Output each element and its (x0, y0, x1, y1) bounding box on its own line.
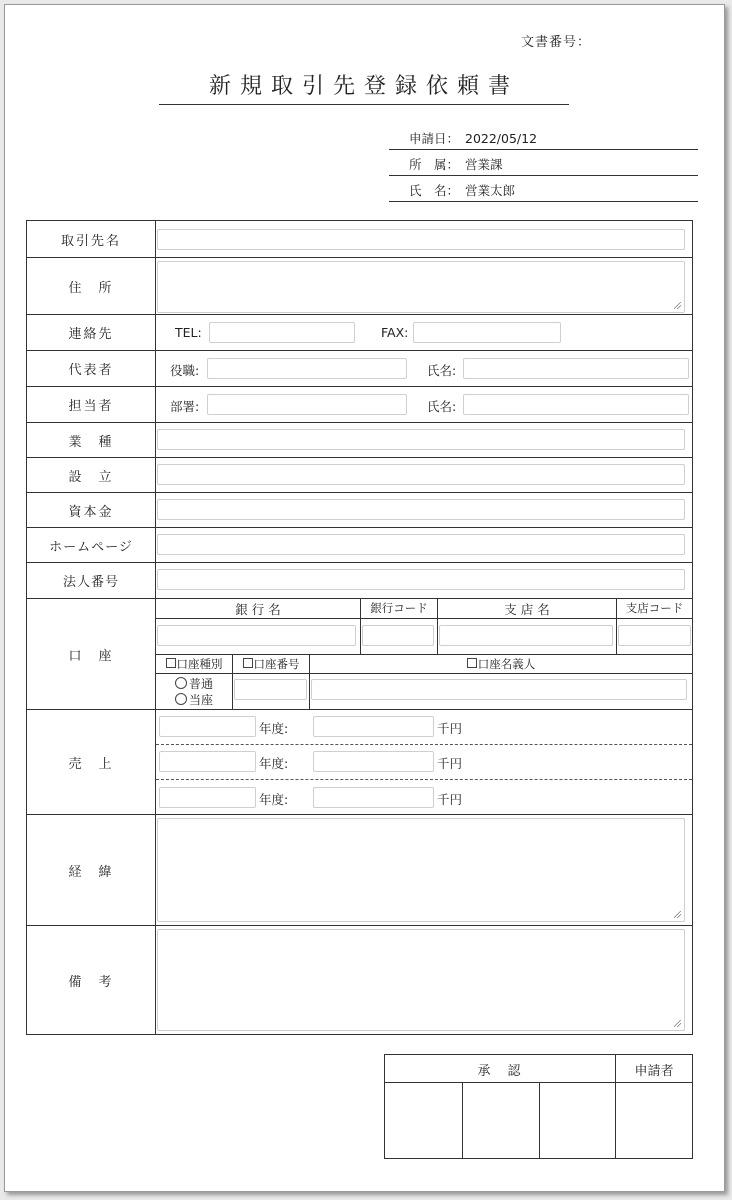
radio-circle-icon (175, 677, 187, 689)
applicant-header: 申請者 (634, 1064, 674, 1079)
row-corporate-number (27, 563, 692, 599)
thousand-yen-label-1: 千円 (437, 721, 463, 736)
thousand-yen-label-2: 千円 (437, 756, 463, 771)
remarks-textarea[interactable] (157, 929, 685, 1031)
row-person-in-charge (27, 387, 692, 423)
client-name-label: 取引先名 (27, 221, 156, 257)
pic-name-label: 氏名: (427, 399, 457, 414)
row-address (27, 258, 692, 315)
sales-year-2-input[interactable] (159, 751, 256, 772)
account-number-text: 口座番号 (253, 657, 300, 671)
industry-input[interactable] (157, 429, 685, 450)
fax-label: FAX: (381, 325, 409, 340)
person-in-charge-label: 担当者 (27, 387, 156, 422)
account-number-header (233, 656, 309, 672)
capital-label: 資本金 (27, 493, 156, 527)
date-label: 申請日： (409, 131, 460, 146)
bank-name-header: 銀 行 名 (235, 602, 281, 617)
row-client-name (27, 221, 692, 258)
bank-code-header: 銀行コード (370, 601, 428, 615)
approval-box (384, 1054, 693, 1159)
row-bank-account (27, 599, 692, 710)
rep-title-label: 役職: (170, 363, 200, 378)
tel-input[interactable] (209, 322, 355, 343)
row-capital (27, 493, 692, 528)
radio-ordinary[interactable] (175, 675, 213, 692)
row-established (27, 458, 692, 493)
checkbox-icon (243, 658, 253, 668)
page-title: 新規取引先登録依頼書 (159, 69, 569, 105)
fiscal-year-label-1: 年度: (259, 721, 289, 736)
dept-label: 所 属： (409, 157, 460, 172)
bank-account-label: 口 座 (27, 599, 156, 709)
ordinary-text: 普通 (189, 677, 214, 691)
date-value: 2022/05/12 (465, 131, 538, 146)
sales-label: 売 上 (27, 710, 156, 814)
bank-name-input[interactable] (157, 625, 356, 646)
branch-code-header: 支店コード (625, 601, 684, 615)
registration-form (26, 220, 693, 1035)
capital-input[interactable] (157, 499, 685, 520)
sales-year-3-input[interactable] (159, 787, 256, 808)
account-holder-header (310, 656, 692, 672)
row-contact (27, 315, 692, 351)
established-label: 設 立 (27, 458, 156, 492)
homepage-input[interactable] (157, 534, 685, 555)
rep-title-input[interactable] (207, 358, 407, 379)
corporate-number-label: 法人番号 (27, 563, 156, 598)
row-remarks (27, 926, 692, 1034)
row-representative (27, 351, 692, 387)
established-input[interactable] (157, 464, 685, 485)
account-holder-text: 口座名義人 (477, 657, 536, 671)
application-date (389, 129, 698, 150)
branch-name-input[interactable] (439, 625, 613, 646)
sales-year-1-input[interactable] (159, 716, 256, 737)
row-industry (27, 423, 692, 458)
approval-stamp-cell-2[interactable] (463, 1083, 539, 1158)
approval-stamp-cell-1[interactable] (385, 1083, 461, 1158)
fiscal-year-label-2: 年度: (259, 756, 289, 771)
sales-amount-1-input[interactable] (313, 716, 434, 737)
account-number-input[interactable] (234, 679, 307, 700)
rep-name-input[interactable] (463, 358, 689, 379)
current-text: 当座 (189, 693, 214, 707)
background-textarea[interactable] (157, 818, 685, 922)
tel-label: TEL: (175, 325, 202, 340)
background-label: 経 緯 (27, 815, 156, 925)
sales-amount-2-input[interactable] (313, 751, 434, 772)
address-textarea[interactable] (157, 261, 685, 313)
fax-input[interactable] (413, 322, 561, 343)
thousand-yen-label-3: 千円 (437, 792, 463, 807)
representative-label: 代表者 (27, 351, 156, 386)
bank-code-input[interactable] (362, 625, 434, 646)
row-background (27, 815, 692, 926)
account-type-header (156, 656, 232, 672)
row-homepage (27, 528, 692, 563)
sales-amount-3-input[interactable] (313, 787, 434, 808)
homepage-label: ホームページ (27, 528, 156, 562)
approval-header: 承 認 (477, 1064, 523, 1079)
branch-name-header: 支 店 名 (504, 602, 550, 617)
radio-circle-icon (175, 693, 187, 705)
name-value: 営業太郎 (465, 183, 516, 198)
remarks-label: 備 考 (27, 926, 156, 1034)
row-sales (27, 710, 692, 815)
checkbox-icon (467, 658, 477, 668)
name-label: 氏 名： (409, 183, 460, 198)
radio-current[interactable] (175, 691, 213, 708)
dept-value: 営業課 (465, 157, 503, 172)
branch-code-input[interactable] (618, 625, 691, 646)
department-label: 部署: (170, 399, 200, 414)
doc-number-label: 文書番号： (521, 35, 592, 50)
client-name-input[interactable] (157, 229, 685, 250)
account-type-text: 口座種別 (176, 657, 223, 671)
industry-label: 業 種 (27, 423, 156, 457)
department-input[interactable] (207, 394, 407, 415)
applicant-stamp-cell[interactable] (616, 1083, 692, 1158)
pic-name-input[interactable] (463, 394, 689, 415)
checkbox-icon (166, 658, 176, 668)
rep-name-label: 氏名: (427, 363, 457, 378)
fiscal-year-label-3: 年度: (259, 792, 289, 807)
account-holder-input[interactable] (311, 679, 687, 700)
contact-label: 連絡先 (27, 315, 156, 350)
address-label: 住 所 (27, 258, 156, 314)
corporate-number-input[interactable] (157, 569, 685, 590)
applicant-name (389, 181, 698, 202)
applicant-dept (389, 155, 698, 176)
approval-stamp-cell-3[interactable] (540, 1083, 615, 1158)
